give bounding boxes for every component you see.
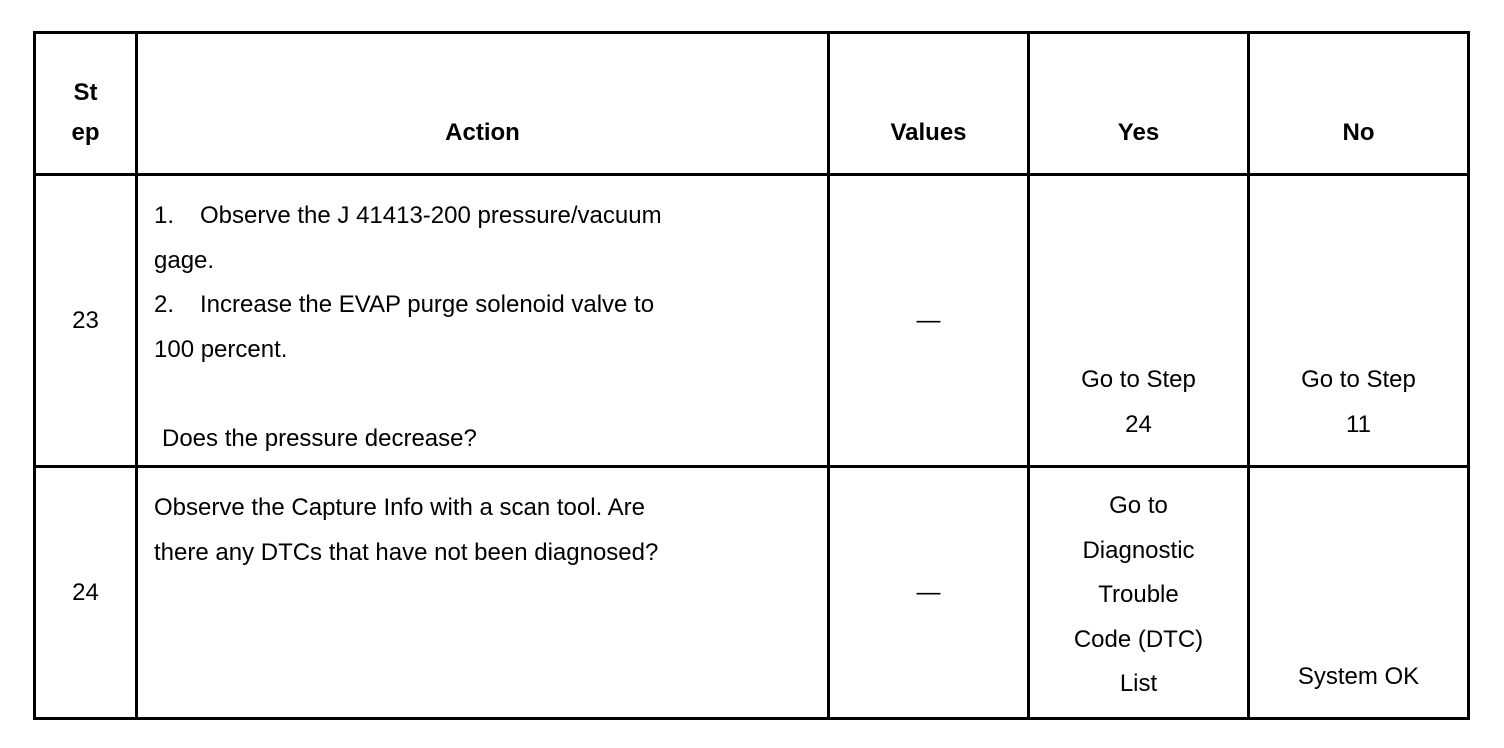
action-text-line: Observe the Capture Info with a scan tool. Are xyxy=(154,494,645,521)
value-cell: — xyxy=(829,175,1029,467)
step-number: 24 xyxy=(35,467,137,719)
action-item-1-number: 1. xyxy=(154,202,175,229)
step-number: 23 xyxy=(35,175,137,467)
yes-line: Go to xyxy=(1109,492,1168,519)
action-item-2-text: Increase the EVAP purge solenoid valve to xyxy=(200,291,655,318)
action-item-1-text: Observe the J 41413-200 pressure/vacuum xyxy=(200,202,662,229)
header-step-line1: St xyxy=(73,79,98,106)
action-question: Does the pressure decrease? xyxy=(162,424,477,452)
no-cell xyxy=(1249,175,1469,467)
yes-cell xyxy=(1029,467,1249,719)
no-cell xyxy=(1249,467,1469,719)
action-item-2-number: 2. xyxy=(154,291,175,318)
yes-line: Code (DTC) xyxy=(1073,625,1204,653)
action-item-2-continuation: 100 percent. xyxy=(154,335,288,363)
action-item-2 xyxy=(154,283,811,328)
header-no: No xyxy=(1249,33,1469,175)
no-line: 11 xyxy=(1346,410,1371,438)
header-values: Values xyxy=(829,33,1029,175)
yes-line: Trouble xyxy=(1098,581,1179,608)
action-item-1-continuation: gage. xyxy=(154,246,215,274)
action-cell xyxy=(137,175,829,467)
no-line: Go to Step xyxy=(1301,366,1416,393)
header-action: Action xyxy=(137,33,829,175)
table-row xyxy=(35,467,1469,719)
header-row xyxy=(35,33,1469,175)
diagnostic-table xyxy=(33,31,1470,720)
action-cell xyxy=(137,467,829,719)
yes-line: Go to Step xyxy=(1081,366,1196,393)
action-text-line: there any DTCs that have not been diagnosed? xyxy=(154,538,659,566)
yes-line: 24 xyxy=(1125,410,1152,438)
yes-cell xyxy=(1029,175,1249,467)
no-line: System OK xyxy=(1297,662,1420,690)
header-step-line2: ep xyxy=(71,119,100,146)
yes-line: Diagnostic xyxy=(1082,536,1195,564)
header-yes: Yes xyxy=(1029,33,1249,175)
yes-line: List xyxy=(1119,670,1158,697)
action-item-1 xyxy=(154,194,811,239)
action-spacer xyxy=(154,372,811,417)
value-cell: — xyxy=(829,467,1029,719)
table-row xyxy=(35,175,1469,467)
header-step xyxy=(35,33,137,175)
